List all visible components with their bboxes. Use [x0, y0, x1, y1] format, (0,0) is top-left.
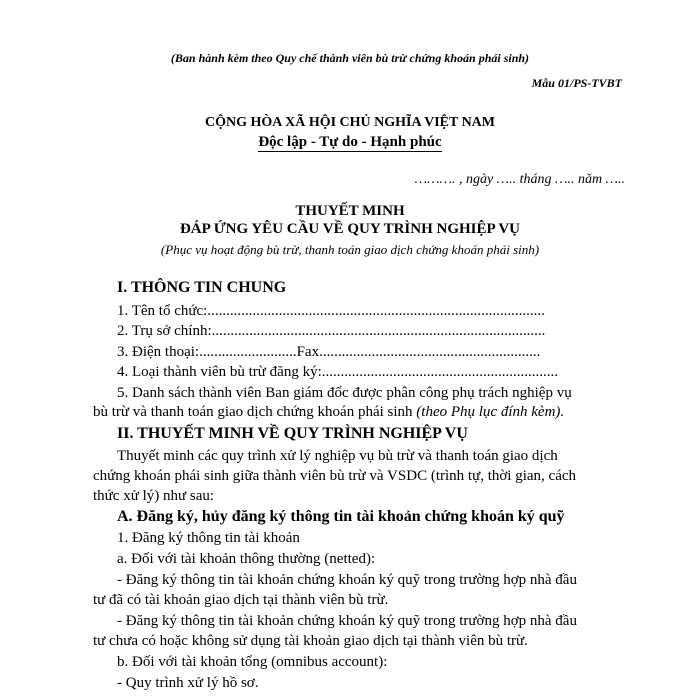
form-code: Mẫu 01/PS-TVBT	[531, 76, 622, 90]
doc-title: THUYẾT MINH	[295, 203, 405, 219]
doc-subtitle: (Phục vụ hoạt động bù trừ, thanh toán giao dịch chứng khoán phái sinh)	[160, 242, 540, 257]
doc-title-line2: ĐÁP ỨNG YÊU CẦU VỀ QUY TRÌNH NGHIỆP VỤ	[179, 221, 521, 237]
bullet-netted-2-cont: tư chưa có hoặc không sử dụng tài khoản giao dịch tại thành viên bù trừ.	[93, 633, 528, 649]
subsection-a-heading: A. Đăng ký, hủy đăng ký thông tin tài khoản chứng khoán ký quỹ	[117, 508, 565, 525]
field-member-type: 4. Loại thành viên bù trừ đăng ký:...............................................................	[117, 364, 559, 380]
appendix-note: (theo Phụ lục đính kèm).	[416, 404, 565, 420]
item-a1a: a. Đối với tài khoản thông thường (netted):	[117, 551, 376, 567]
board-list-text: bù trừ và thanh toán giao dịch chứng khoán phái sinh	[93, 404, 417, 420]
bullet-omnibus-1: - Quy trình xử lý hồ sơ.	[117, 675, 259, 691]
field-head-office: 2. Trụ sở chính:.........................................................................................	[117, 323, 546, 339]
field-phone-fax: 3. Điện thoại:..........................Fax...........................................................	[117, 344, 541, 360]
motto	[0, 135, 700, 150]
intro-line-3: thức xử lý) như sau:	[93, 488, 215, 504]
field-org-name: 1. Tên tổ chức:..........................................................................................	[117, 303, 545, 319]
item-a1b: b. Đối với tài khoản tổng (omnibus account):	[117, 654, 388, 670]
bullet-netted-1: - Đăng ký thông tin tài khoản chứng khoán ký quỹ trong trường hợp nhà đầu	[117, 572, 577, 588]
section-2-heading: II. THUYẾT MINH VỀ QUY TRÌNH NGHIỆP VỤ	[117, 425, 468, 442]
field-board-list-cont	[93, 405, 564, 420]
item-a1: 1. Đăng ký thông tin tài khoản	[117, 530, 300, 546]
intro-line-1: Thuyết minh các quy trình xử lý nghiệp vụ bù trừ và thanh toán giao dịch	[117, 448, 558, 464]
intro-line-2: chứng khoán phái sinh giữa thành viên bù trừ và VSDC (trình tự, thời gian, cách	[93, 468, 577, 484]
issuance-note: (Ban hành kèm theo Quy chế thành viên bù trừ chứng khoán phái sinh)	[170, 51, 530, 65]
section-1-heading: I. THÔNG TIN CHUNG	[117, 279, 287, 296]
nation-heading: CỘNG HÒA XÃ HỘI CHỦ NGHĨA VIỆT NAM	[204, 115, 495, 130]
bullet-netted-2: - Đăng ký thông tin tài khoản chứng khoán ký quỹ trong trường hợp nhà đầu	[117, 613, 577, 629]
field-board-list: 5. Danh sách thành viên Ban giám đốc được phân công phụ trách nghiệp vụ	[117, 385, 572, 401]
date-line: ………. , ngày ….. tháng ….. năm …..	[414, 172, 625, 187]
motto-text: Độc lập - Tự do - Hạnh phúc	[258, 134, 442, 150]
bullet-netted-1-cont: tư đã có tài khoản giao dịch tại thành viên bù trừ.	[93, 592, 389, 608]
